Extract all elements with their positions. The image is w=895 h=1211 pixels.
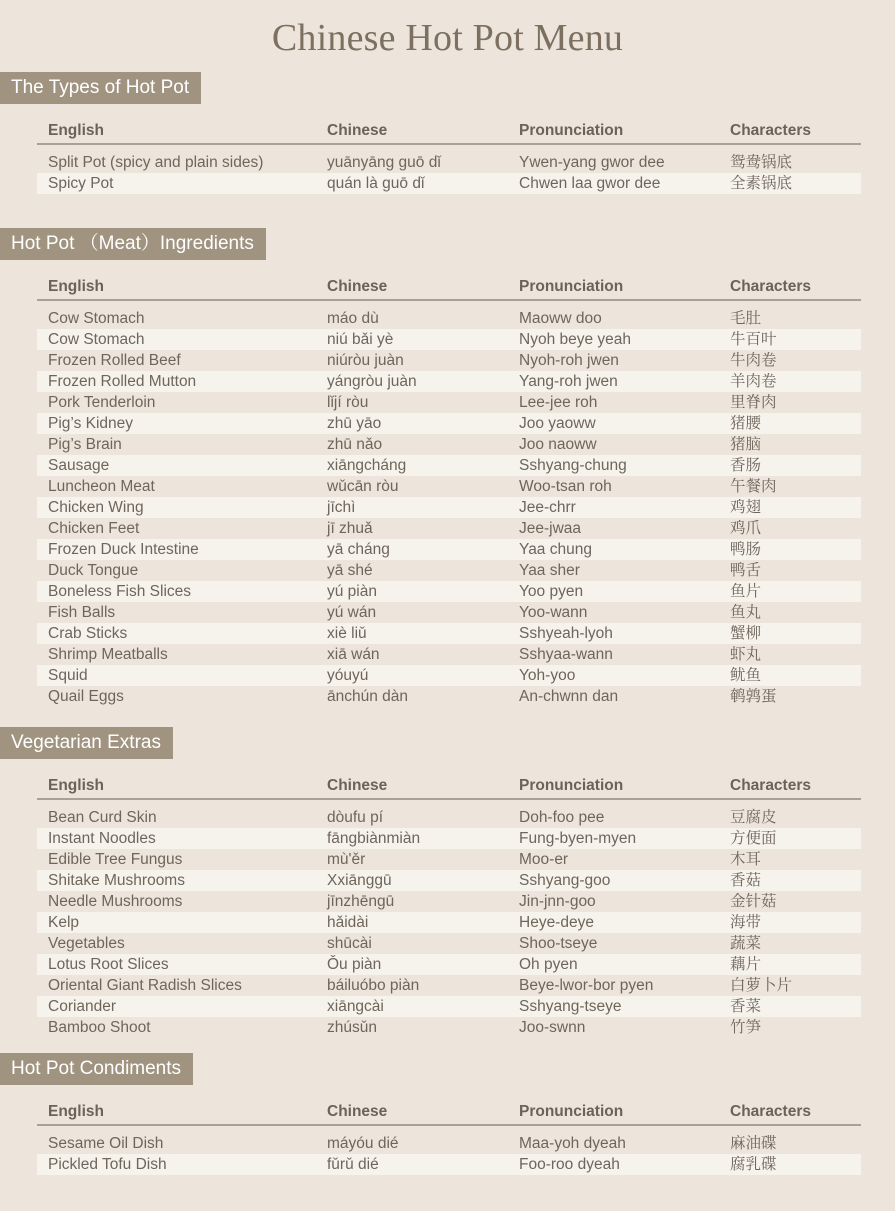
cell-characters: 鱿鱼 (730, 667, 762, 684)
cell-pronunciation: Jee-jwaa (519, 520, 582, 537)
cell-pronunciation: Sshyang-goo (519, 872, 611, 889)
column-headers (0, 775, 895, 796)
cell-characters: 鸳鸯锅底 (730, 154, 793, 171)
cell-english: Split Pot (spicy and plain sides) (48, 154, 264, 171)
header-divider (37, 1124, 861, 1126)
cell-pronunciation: Foo-roo dyeah (519, 1156, 620, 1173)
menu-row (37, 933, 861, 954)
cell-english: Bamboo Shoot (48, 1019, 151, 1036)
cell-english: Oriental Giant Radish Slices (48, 977, 242, 994)
cell-english: Shrimp Meatballs (48, 646, 168, 663)
cell-english: Needle Mushrooms (48, 893, 183, 910)
cell-chinese: jī zhuǎ (327, 520, 373, 537)
menu-row (37, 455, 861, 476)
cell-pronunciation: Sshyang-tseye (519, 998, 622, 1015)
cell-chinese: shūcài (327, 935, 372, 952)
cell-chinese: xiāngcháng (327, 457, 407, 474)
menu-row (37, 1017, 861, 1038)
cell-characters: 腐乳碟 (730, 1156, 777, 1173)
section-heading: Vegetarian Extras (0, 727, 173, 759)
cell-english: Sesame Oil Dish (48, 1135, 164, 1152)
cell-chinese: yā shé (327, 562, 373, 579)
menu-row (37, 1154, 861, 1175)
cell-english: Quail Eggs (48, 688, 124, 705)
cell-chinese: ānchún dàn (327, 688, 409, 705)
menu-row (37, 413, 861, 434)
cell-pronunciation: Joo-swnn (519, 1019, 586, 1036)
cell-english: Instant Noodles (48, 830, 156, 847)
cell-chinese: quán là guō dǐ (327, 175, 425, 192)
menu-row (37, 518, 861, 539)
column-header-english: English (48, 1103, 104, 1120)
cell-english: Frozen Rolled Mutton (48, 373, 197, 390)
cell-pronunciation: Jin-jnn-goo (519, 893, 596, 910)
menu-row (37, 329, 861, 350)
cell-pronunciation: Maa-yoh dyeah (519, 1135, 626, 1152)
menu-section (0, 1053, 895, 1175)
cell-pronunciation: Sshyaa-wann (519, 646, 613, 663)
cell-characters: 猪腰 (730, 415, 762, 432)
cell-characters: 藕片 (730, 956, 762, 973)
cell-chinese: jīnzhēngū (327, 893, 395, 910)
menu-row (37, 560, 861, 581)
cell-english: Frozen Rolled Beef (48, 352, 181, 369)
header-divider (37, 143, 861, 145)
menu-row (37, 1133, 861, 1154)
section-heading: Hot Pot Condiments (0, 1053, 193, 1085)
cell-characters: 蔬菜 (730, 935, 762, 952)
cell-pronunciation: Yaa sher (519, 562, 580, 579)
header-divider (37, 299, 861, 301)
column-header-chinese: Chinese (327, 777, 388, 794)
page-title: Chinese Hot Pot Menu (271, 17, 624, 59)
cell-characters: 羊肉卷 (730, 373, 777, 390)
cell-english: Pork Tenderloin (48, 394, 156, 411)
cell-chinese: dòufu pí (327, 809, 384, 826)
cell-pronunciation: Yoo pyen (519, 583, 584, 600)
cell-characters: 白萝卜片 (730, 977, 793, 994)
cell-pronunciation: Doh-foo pee (519, 809, 605, 826)
cell-english: Pig’s Kidney (48, 415, 134, 432)
column-header-english: English (48, 278, 104, 295)
menu-row (37, 644, 861, 665)
cell-characters: 午餐肉 (730, 478, 777, 495)
cell-pronunciation: Moo-er (519, 851, 569, 868)
cell-pronunciation: Oh pyen (519, 956, 578, 973)
cell-pronunciation: Maoww doo (519, 310, 602, 327)
cell-pronunciation: Yaa chung (519, 541, 592, 558)
menu-row (37, 581, 861, 602)
cell-pronunciation: Sshyeah-lyoh (519, 625, 613, 642)
cell-english: Coriander (48, 998, 117, 1015)
cell-chinese: yā cháng (327, 541, 390, 558)
cell-pronunciation: Yoh-yoo (519, 667, 576, 684)
menu-row (37, 308, 861, 329)
cell-english: Duck Tongue (48, 562, 139, 579)
cell-characters: 毛肚 (730, 310, 762, 327)
cell-english: Boneless Fish Slices (48, 583, 192, 600)
cell-chinese: zhúsǔn (327, 1019, 377, 1036)
cell-pronunciation: Heye-deye (519, 914, 594, 931)
cell-english: Bean Curd Skin (48, 809, 157, 826)
menu-row (37, 371, 861, 392)
menu-section (0, 72, 895, 194)
cell-english: Crab Sticks (48, 625, 128, 642)
cell-chinese: lǐjí ròu (327, 394, 369, 411)
menu-row (37, 996, 861, 1017)
cell-chinese: niúròu juàn (327, 352, 404, 369)
cell-pronunciation: Nyoh beye yeah (519, 331, 632, 348)
cell-english: Cow Stomach (48, 310, 145, 327)
menu-row (37, 434, 861, 455)
header-divider (37, 798, 861, 800)
menu-row (37, 891, 861, 912)
cell-chinese: máyóu dié (327, 1135, 399, 1152)
column-headers (0, 276, 895, 297)
cell-chinese: wǔcān ròu (327, 478, 399, 495)
menu-row (37, 828, 861, 849)
cell-chinese: fǔrǔ dié (327, 1156, 379, 1173)
cell-characters: 香肠 (730, 457, 762, 474)
column-header-pronunciation: Pronunciation (519, 122, 624, 139)
cell-pronunciation: Yang-roh jwen (519, 373, 618, 390)
cell-characters: 里脊肉 (730, 394, 777, 411)
column-header-pronunciation: Pronunciation (519, 278, 624, 295)
cell-pronunciation: An-chwnn dan (519, 688, 619, 705)
cell-chinese: jīchì (327, 499, 356, 516)
menu-row (37, 870, 861, 891)
cell-pronunciation: Chwen laa gwor dee (519, 175, 661, 192)
column-header-characters: Characters (730, 122, 811, 139)
cell-english: Shitake Mushrooms (48, 872, 185, 889)
menu-section (0, 727, 895, 1038)
cell-characters: 鸡翅 (730, 499, 762, 516)
cell-characters: 香菜 (730, 998, 762, 1015)
cell-characters: 虾丸 (730, 646, 762, 663)
column-header-chinese: Chinese (327, 1103, 388, 1120)
cell-chinese: yú piàn (327, 583, 377, 600)
cell-chinese: zhū yāo (327, 415, 382, 432)
cell-characters: 海带 (730, 914, 762, 931)
cell-chinese: yóuyú (327, 667, 369, 684)
column-header-pronunciation: Pronunciation (519, 777, 624, 794)
menu-row (37, 686, 861, 707)
menu-row (37, 975, 861, 996)
cell-characters: 鸡爪 (730, 520, 762, 537)
menu-row (37, 912, 861, 933)
cell-characters: 全素锅底 (730, 175, 793, 192)
cell-chinese: zhū nǎo (327, 436, 383, 453)
cell-english: Sausage (48, 457, 110, 474)
cell-english: Chicken Wing (48, 499, 144, 516)
column-header-characters: Characters (730, 278, 811, 295)
menu-row (37, 392, 861, 413)
cell-pronunciation: Beye-lwor-bor pyen (519, 977, 654, 994)
cell-english: Lotus Root Slices (48, 956, 169, 973)
cell-characters: 牛肉卷 (730, 352, 777, 369)
cell-characters: 鱼片 (730, 583, 762, 600)
cell-characters: 木耳 (730, 851, 762, 868)
cell-characters: 猪脑 (730, 436, 762, 453)
menu-row (37, 623, 861, 644)
cell-chinese: Ǒu piàn (327, 956, 382, 973)
column-headers (0, 120, 895, 141)
cell-english: Edible Tree Fungus (48, 851, 183, 868)
cell-characters: 豆腐皮 (730, 809, 777, 826)
menu-row (37, 173, 861, 194)
cell-characters: 麻油碟 (730, 1135, 777, 1152)
cell-chinese: máo dù (327, 310, 379, 327)
cell-characters: 鸭肠 (730, 541, 762, 558)
cell-characters: 鸭舌 (730, 562, 762, 579)
menu-section (0, 228, 895, 707)
menu-row (37, 849, 861, 870)
cell-pronunciation: Sshyang-chung (519, 457, 627, 474)
cell-english: Kelp (48, 914, 80, 931)
menu-row (37, 602, 861, 623)
menu-row (37, 497, 861, 518)
cell-characters: 金针菇 (730, 893, 777, 910)
cell-chinese: Xxiānggū (327, 872, 392, 889)
cell-characters: 方便面 (730, 830, 777, 847)
cell-pronunciation: Fung-byen-myen (519, 830, 637, 847)
cell-characters: 鱼丸 (730, 604, 762, 621)
cell-pronunciation: Ywen-yang gwor dee (519, 154, 665, 171)
cell-characters: 牛百叶 (730, 331, 777, 348)
menu-row (37, 539, 861, 560)
cell-english: Cow Stomach (48, 331, 145, 348)
cell-chinese: hǎidài (327, 914, 369, 931)
cell-pronunciation: Nyoh-roh jwen (519, 352, 619, 369)
menu-row (37, 954, 861, 975)
cell-chinese: xiā wán (327, 646, 380, 663)
cell-pronunciation: Joo yaoww (519, 415, 596, 432)
cell-pronunciation: Joo naoww (519, 436, 597, 453)
column-header-english: English (48, 777, 104, 794)
cell-pronunciation: Shoo-tseye (519, 935, 598, 952)
section-heading: Hot Pot （Meat）Ingredients (0, 228, 266, 260)
cell-english: Pig’s Brain (48, 436, 122, 453)
column-header-english: English (48, 122, 104, 139)
menu-row (37, 807, 861, 828)
cell-english: Luncheon Meat (48, 478, 155, 495)
cell-pronunciation: Woo-tsan roh (519, 478, 612, 495)
cell-english: Fish Balls (48, 604, 116, 621)
cell-english: Spicy Pot (48, 175, 114, 192)
cell-english: Vegetables (48, 935, 125, 952)
cell-chinese: yú wán (327, 604, 377, 621)
cell-chinese: báiluóbo piàn (327, 977, 420, 994)
cell-characters: 鹌鹑蛋 (730, 688, 777, 705)
column-header-pronunciation: Pronunciation (519, 1103, 624, 1120)
section-heading: The Types of Hot Pot (0, 72, 201, 104)
cell-pronunciation: Lee-jee roh (519, 394, 598, 411)
cell-english: Chicken Feet (48, 520, 140, 537)
column-header-chinese: Chinese (327, 122, 388, 139)
cell-english: Squid (48, 667, 88, 684)
cell-chinese: niú bǎi yè (327, 331, 394, 348)
cell-english: Pickled Tofu Dish (48, 1156, 167, 1173)
cell-chinese: yuānyāng guō dǐ (327, 154, 441, 171)
menu-row (37, 665, 861, 686)
cell-pronunciation: Jee-chrr (519, 499, 576, 516)
menu-row (37, 350, 861, 371)
cell-chinese: mù'ěr (327, 851, 366, 868)
column-headers (0, 1101, 895, 1122)
cell-characters: 蟹柳 (730, 625, 762, 642)
column-header-characters: Characters (730, 1103, 811, 1120)
menu-row (37, 476, 861, 497)
cell-characters: 竹笋 (730, 1019, 762, 1036)
cell-chinese: xiāngcài (327, 998, 384, 1015)
cell-chinese: yángròu juàn (327, 373, 417, 390)
cell-chinese: xiè liǔ (327, 625, 367, 642)
cell-pronunciation: Yoo-wann (519, 604, 588, 621)
cell-chinese: fāngbiànmiàn (327, 830, 421, 847)
column-header-chinese: Chinese (327, 278, 388, 295)
menu-row (37, 152, 861, 173)
cell-characters: 香菇 (730, 872, 762, 889)
column-header-characters: Characters (730, 777, 811, 794)
cell-english: Frozen Duck Intestine (48, 541, 199, 558)
